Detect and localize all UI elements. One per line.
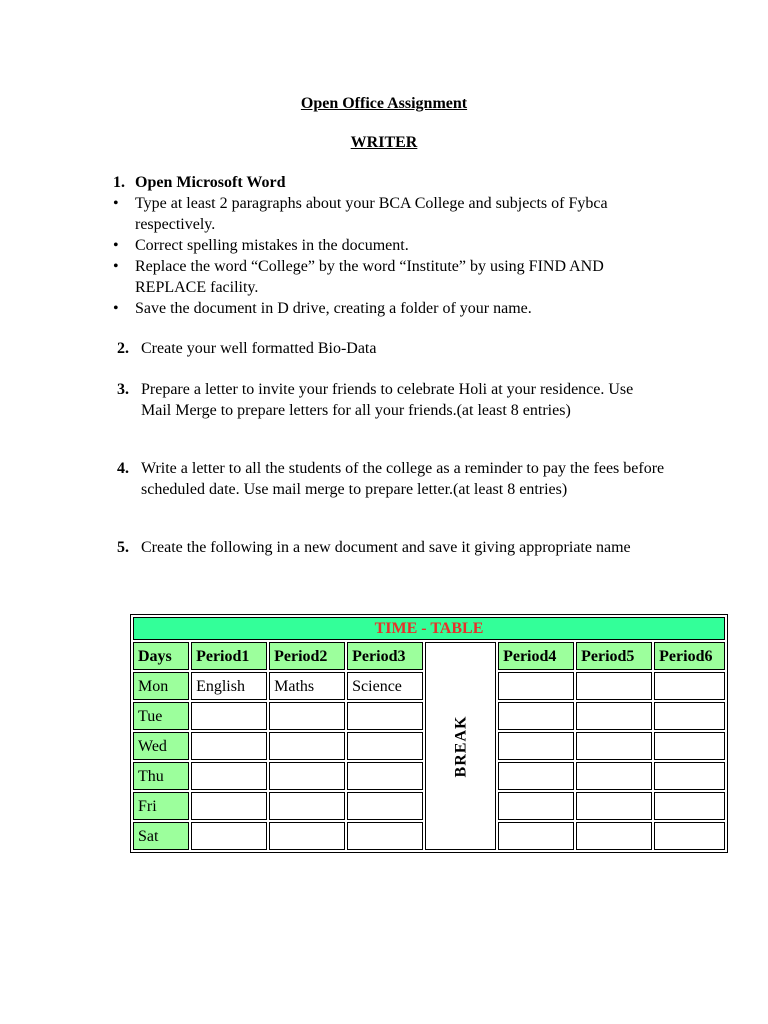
task-3-number: 3. xyxy=(117,381,129,398)
task-1-bullet-list xyxy=(113,193,673,319)
task-5 xyxy=(117,537,657,558)
task-3 xyxy=(117,379,657,421)
table-cell xyxy=(576,792,652,820)
table-cell: English xyxy=(191,672,267,700)
column-header-period2: Period2 xyxy=(269,642,345,670)
section-heading-writer: WRITER xyxy=(350,134,418,151)
table-cell xyxy=(498,732,574,760)
list-item xyxy=(113,235,673,256)
table-cell xyxy=(654,702,725,730)
day-cell: Tue xyxy=(133,702,189,730)
table-cell xyxy=(654,792,725,820)
table-cell xyxy=(347,762,423,790)
table-cell xyxy=(576,702,652,730)
column-header-period1: Period1 xyxy=(191,642,267,670)
list-item xyxy=(113,193,673,235)
table-cell xyxy=(191,822,267,850)
bullet-icon: • xyxy=(113,258,119,275)
table-cell xyxy=(347,792,423,820)
day-cell: Mon xyxy=(133,672,189,700)
day-cell: Fri xyxy=(133,792,189,820)
table-cell: Science xyxy=(347,672,423,700)
table-cell xyxy=(654,822,725,850)
table-cell xyxy=(269,702,345,730)
column-header-days: Days xyxy=(133,642,189,670)
table-cell xyxy=(191,762,267,790)
table-cell xyxy=(498,672,574,700)
table-cell xyxy=(269,792,345,820)
table-cell xyxy=(347,822,423,850)
table-cell xyxy=(269,732,345,760)
time-table xyxy=(130,614,728,853)
table-cell xyxy=(269,822,345,850)
list-item-text: Save the document in D drive, creating a folder of your name. xyxy=(135,300,532,317)
break-column xyxy=(425,642,496,850)
task-2 xyxy=(117,338,677,359)
column-header-period6: Period6 xyxy=(654,642,725,670)
table-cell xyxy=(576,672,652,700)
task-2-text: Create your well formatted Bio-Data xyxy=(141,340,377,357)
bullet-icon: • xyxy=(113,300,119,317)
table-cell xyxy=(498,792,574,820)
table-cell xyxy=(576,822,652,850)
list-item-text: Type at least 2 paragraphs about your BCA College and subjects of Fybca respectively. xyxy=(135,195,608,233)
column-header-period5: Period5 xyxy=(576,642,652,670)
table-cell xyxy=(191,792,267,820)
table-cell xyxy=(498,762,574,790)
list-item-text: Correct spelling mistakes in the document. xyxy=(135,237,409,254)
task-1 xyxy=(113,172,673,319)
task-1-title: Open Microsoft Word xyxy=(135,174,286,191)
table-cell xyxy=(191,732,267,760)
day-cell: Wed xyxy=(133,732,189,760)
task-3-text: Prepare a letter to invite your friends to celebrate Holi at your residence. Use Mail Merge to prepare letters for all your friends.(at least 8 entries) xyxy=(141,381,634,419)
column-header-period4: Period4 xyxy=(498,642,574,670)
break-label: BREAK xyxy=(452,715,470,777)
task-5-text: Create the following in a new document and save it giving appropriate name xyxy=(141,539,631,556)
day-cell: Thu xyxy=(133,762,189,790)
task-2-number: 2. xyxy=(117,340,129,357)
task-1-heading xyxy=(113,172,673,193)
bullet-icon: • xyxy=(113,237,119,254)
table-cell xyxy=(498,822,574,850)
table-cell xyxy=(498,702,574,730)
day-cell: Sat xyxy=(133,822,189,850)
bullet-icon: • xyxy=(113,195,119,212)
column-header-period3: Period3 xyxy=(347,642,423,670)
time-table-title: TIME - TABLE xyxy=(133,617,725,640)
table-cell xyxy=(576,762,652,790)
document-title: Open Office Assignment xyxy=(300,95,468,112)
task-5-number: 5. xyxy=(117,539,129,556)
task-4 xyxy=(117,458,677,500)
task-4-number: 4. xyxy=(117,460,129,477)
list-item xyxy=(113,256,673,298)
table-cell xyxy=(654,732,725,760)
list-item-text: Replace the word “College” by the word “Institute” by using FIND AND REPLACE facility. xyxy=(135,258,604,296)
table-cell xyxy=(269,762,345,790)
list-item xyxy=(113,298,673,319)
table-cell: Maths xyxy=(269,672,345,700)
table-cell xyxy=(347,732,423,760)
table-cell xyxy=(654,762,725,790)
task-4-text: Write a letter to all the students of the college as a reminder to pay the fees before scheduled date. Use mail merge to prepare letter.(at least 8 entries) xyxy=(141,460,665,498)
table-cell xyxy=(654,672,725,700)
task-1-number: 1. xyxy=(113,174,125,191)
table-cell xyxy=(576,732,652,760)
table-cell xyxy=(191,702,267,730)
table-cell xyxy=(347,702,423,730)
